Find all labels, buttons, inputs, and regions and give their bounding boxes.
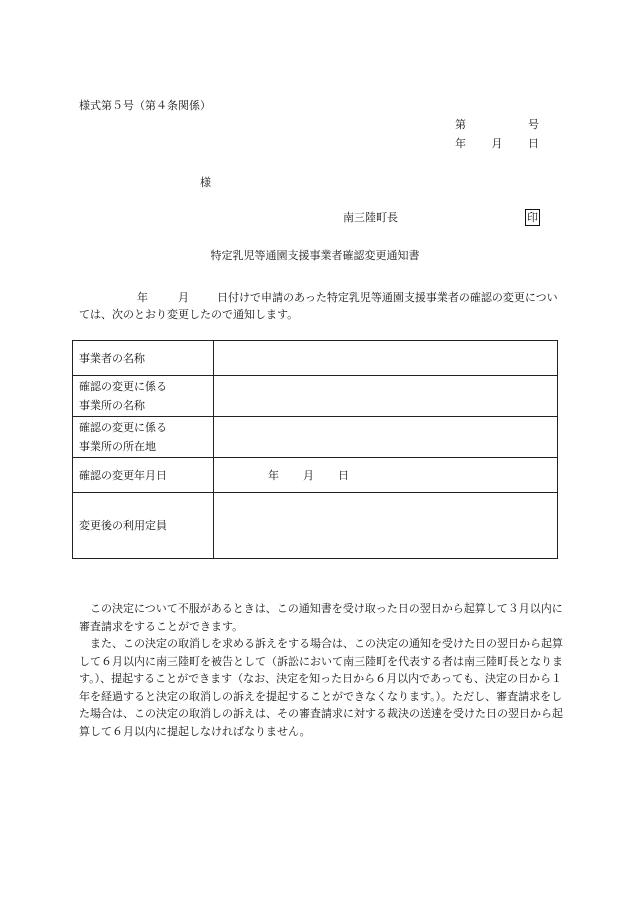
intro-month: 月: [178, 291, 189, 304]
capacity-value[interactable]: [214, 493, 558, 559]
form-number: 様式第５号（第４条関係）: [79, 99, 211, 112]
table-row: [73, 493, 558, 559]
business-name-value[interactable]: [214, 341, 558, 376]
office-address-label: 確認の変更に係る 事業所の所在地: [73, 417, 214, 458]
issue-date-line: [455, 138, 539, 149]
office-address-value[interactable]: [214, 417, 558, 458]
notice-paragraph-1: この決定について不服があるときは、この通知書を受け取った日の翌日から起算して３月以内に審査請求をすることができます。: [79, 602, 563, 633]
recipient-honorific: 様: [200, 176, 211, 189]
issuer-name: 南三陸町長: [343, 211, 398, 224]
office-name-value[interactable]: [214, 376, 558, 417]
intro-paragraph: [79, 289, 559, 323]
business-name-label: 事業者の名称: [73, 341, 214, 376]
change-date-day: 日: [338, 468, 349, 482]
office-name-label: 確認の変更に係る 事業所の名称: [73, 376, 214, 417]
number-suffix: 号: [528, 118, 539, 131]
issue-date-month: 月: [491, 137, 503, 150]
number-prefix: 第: [455, 118, 466, 131]
intro-year: 年: [137, 291, 148, 304]
table-row: [73, 417, 558, 458]
table-row: [73, 458, 558, 493]
change-date-month: 月: [303, 468, 314, 482]
table-row: [73, 376, 558, 417]
seal-mark: 印: [527, 211, 538, 224]
change-date-label: 確認の変更年月日: [73, 458, 214, 493]
change-date-year: 年: [268, 468, 279, 482]
change-details-table: [72, 340, 558, 559]
issue-date-day: 日: [528, 137, 539, 150]
document-number-line: [455, 119, 539, 130]
notice-paragraph-2: また、この決定の取消しを求める訴えをする場合は、この決定の通知を受けた日の翌日から起算して６月以内に南三陸町を被告として（訴訟において南三陸町を代表する者は南三陸町長となります。）、提起することができます（なお、決定を知った日から６月以内であっても、決定の日から１年を経過すると決定の取消しの訴えを提起することができなくなります。）。ただし、審査請求をした場合は、この決定の取消しの訴えは、その審査請求に対する裁決の送達を受けた日の翌日から起算して６月以内に提起しなければなりません。: [79, 637, 563, 738]
appeal-notice: [79, 600, 565, 740]
table-row: [73, 341, 558, 376]
change-date-value[interactable]: [214, 458, 558, 493]
capacity-label: 変更後の利用定員: [73, 493, 214, 559]
issue-date-year: 年: [455, 137, 466, 150]
document-title: 特定乳児等通園支援事業者確認変更通知書: [210, 249, 420, 262]
intro-text: 日付けで申請のあった特定乳児等通園支援事業者の確認の変更については、次のとおり変更したので通知します。: [79, 291, 558, 321]
